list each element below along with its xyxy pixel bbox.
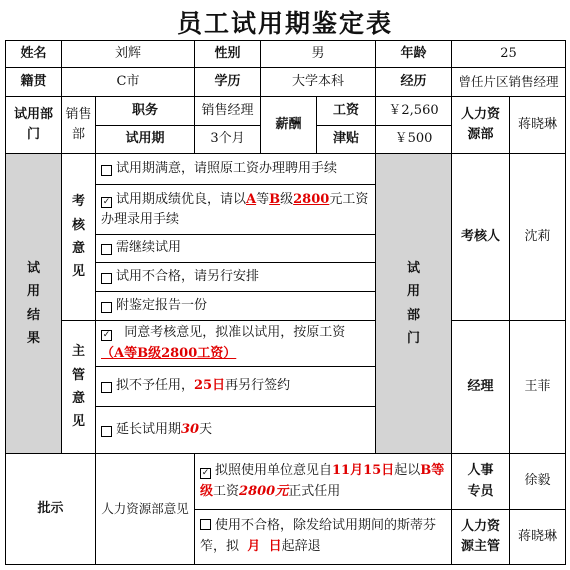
salary-label: 薪酬: [260, 96, 317, 154]
supervisor-opinion-text: 主管意见: [71, 344, 85, 430]
approval-option-2-day: 日: [268, 539, 282, 554]
gender-value: 男: [260, 40, 376, 68]
trial-result-label: [5, 153, 62, 454]
supervisor-option-1-text: 同意考核意见，拟准以试用，按原工资: [124, 325, 346, 341]
name-value: 刘辉: [61, 40, 195, 68]
wage-value: ￥2,560: [375, 96, 452, 126]
approval-option-1-text-a: 拟照使用单位意见自: [215, 462, 333, 478]
approval-option-1-amount: 2800元: [239, 483, 289, 499]
supervisor-option-2: [95, 366, 376, 407]
supervisor-option-3-text-b: 天: [199, 421, 213, 437]
approval-option-2-month: 月: [247, 539, 261, 554]
assess-option-2-grade-2: B: [269, 192, 281, 207]
assessment-opinion-text: 考核意见: [71, 194, 85, 280]
hr-director-name: 蒋晓琳: [509, 509, 566, 565]
checkbox-icon[interactable]: [200, 519, 211, 530]
assess-option-1-text: 试用期满意，请照原工资办理聘用手续: [116, 160, 338, 176]
assess-option-5-text: 附鉴定报告一份: [116, 297, 208, 313]
checkbox-icon[interactable]: [101, 273, 112, 284]
manager-label: 经理: [451, 320, 510, 454]
assessment-opinion-label: [61, 153, 96, 321]
supervisor-option-2-text-a: 拟不予任用，: [116, 378, 195, 394]
assess-option-5: [95, 291, 376, 321]
approval-label: 批示: [5, 453, 96, 565]
form-title: 员工试用期鉴定表: [176, 9, 393, 38]
experience-label: 经历: [375, 67, 452, 97]
assess-option-1: [95, 153, 376, 185]
trial-dept-side-text: 试用部门: [406, 260, 420, 346]
age-value: 25: [451, 40, 566, 68]
allowance-label: 津贴: [316, 125, 376, 154]
assessor-name: 沈莉: [509, 153, 566, 321]
native-place-label: 籍贯: [5, 67, 62, 97]
position-value: 销售经理: [194, 96, 261, 126]
approval-option-2-text-a: 使用不合格，除发给试用期间的斯蒂芬笮，拟: [200, 518, 437, 554]
position-label: 职务: [95, 96, 195, 126]
hr-dept-name: 蒋晓琳: [509, 96, 566, 154]
approval-option-2: [194, 509, 452, 565]
supervisor-opinion-label: [61, 320, 96, 454]
trial-period-label: 试用期: [95, 125, 195, 154]
assess-option-2-text-c: 级: [280, 192, 294, 207]
checked-checkbox-icon[interactable]: ✓: [102, 197, 111, 207]
hr-director-label: [451, 509, 510, 565]
hr-opinion-label: 人力资源部意见: [95, 453, 195, 565]
hr-officer-name: 徐毅: [509, 453, 566, 510]
checkbox-icon[interactable]: [101, 382, 112, 393]
education-value: 大学本科: [260, 67, 376, 97]
native-place-value: C市: [61, 67, 195, 97]
assess-option-2-text-b: 等: [256, 192, 270, 207]
assess-option-2: [95, 184, 376, 235]
checkbox-icon[interactable]: [101, 302, 112, 313]
supervisor-option-3: [95, 406, 376, 454]
trial-dept-label: 试用部门: [5, 96, 62, 154]
hr-dept-label-text: 人力资源部: [460, 106, 500, 142]
name-label: 姓名: [5, 40, 62, 68]
checked-checkbox-icon[interactable]: ✓: [201, 467, 210, 478]
manager-name: 王菲: [509, 320, 566, 454]
checked-checkbox-icon[interactable]: ✓: [102, 330, 111, 341]
hr-director-label-text: 人力资源主管: [460, 518, 500, 554]
age-label: 年龄: [375, 40, 452, 68]
assess-option-2-text-d: 元工资办理录用手续: [101, 192, 369, 227]
supervisor-option-1: [95, 320, 376, 367]
trial-period-value: 3个月: [194, 125, 261, 154]
approval-option-2-text-b: 起辞退: [281, 539, 321, 554]
checkbox-icon[interactable]: [101, 165, 112, 176]
approval-option-1: [194, 453, 452, 510]
approval-option-1-date: 11月15日: [332, 462, 395, 478]
assess-option-2-grade-1: A: [246, 192, 257, 207]
checkbox-icon[interactable]: [101, 244, 112, 255]
assess-option-2-text-a: 试用期成绩优良，请以: [116, 192, 247, 207]
experience-value: 曾任片区销售经理: [451, 67, 566, 97]
assess-option-3: [95, 234, 376, 263]
hr-officer-label: [451, 453, 510, 510]
education-label: 学历: [194, 67, 261, 97]
supervisor-option-3-days: 30: [181, 421, 200, 437]
allowance-value: ￥500: [375, 125, 452, 154]
gender-label: 性别: [194, 40, 261, 68]
supervisor-option-3-text-a: 延长试用期: [116, 421, 182, 437]
checkbox-icon[interactable]: [101, 426, 112, 437]
supervisor-option-1-salary: （A等B级2800工资）: [101, 345, 237, 361]
hr-officer-label-text: 人事专员: [467, 463, 494, 499]
assess-option-4-text: 试用不合格，请另行安排: [116, 268, 260, 284]
trial-result-text: 试用结果: [26, 260, 40, 346]
trial-dept-text: 销售部: [65, 106, 92, 142]
assess-option-3-text: 需继续试用: [116, 240, 182, 256]
assess-option-2-amount: 2800: [293, 192, 330, 207]
wage-label: 工资: [316, 96, 376, 126]
approval-option-1-text-d: 正式任用: [288, 483, 341, 499]
assessor-label: 考核人: [451, 153, 510, 321]
trial-dept-value: [61, 96, 96, 154]
approval-option-1-grade: B等级: [200, 462, 445, 499]
trial-dept-side-label: [375, 153, 452, 454]
assess-option-4: [95, 262, 376, 292]
supervisor-option-2-day: 25日: [194, 378, 226, 394]
hr-dept-label: [451, 96, 510, 154]
approval-option-1-text-b: 起以: [394, 462, 421, 478]
approval-option-1-text-c: 工资: [213, 483, 240, 499]
supervisor-option-2-text-b: 再另行签约: [225, 378, 291, 394]
